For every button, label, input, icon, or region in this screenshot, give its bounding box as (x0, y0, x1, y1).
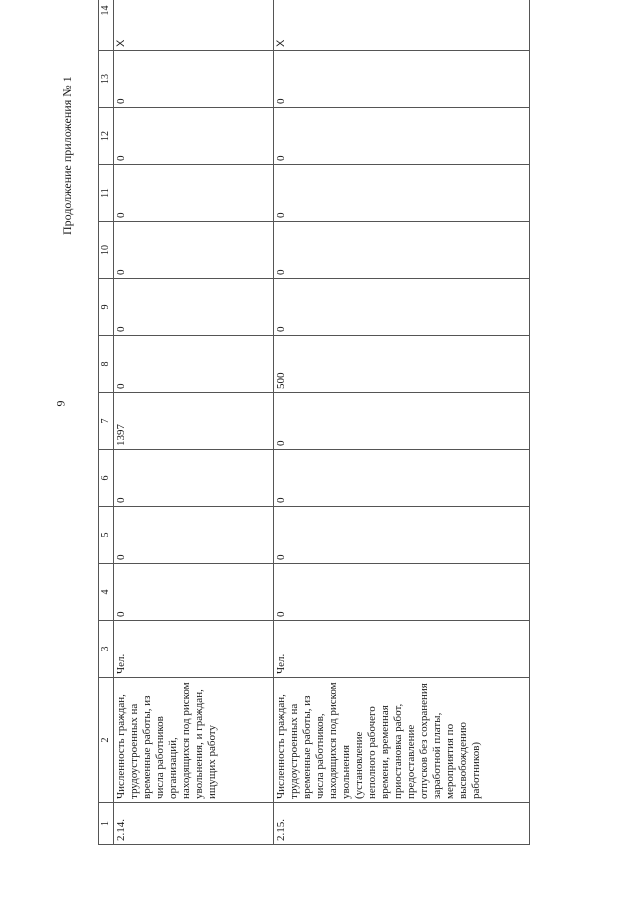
row-number: 2.15. (274, 803, 530, 845)
header-cell: 6 (99, 450, 114, 507)
value-cell: 0 (114, 279, 274, 336)
header-cell: 4 (99, 564, 114, 621)
value-cell: 0 (274, 450, 530, 507)
header-cell: 14 (99, 0, 114, 51)
header-cell: 7 (99, 393, 114, 450)
value-cell: 0 (274, 222, 530, 279)
value-cell: 0 (274, 564, 530, 621)
header-cell: 2 (99, 678, 114, 803)
value-cell: 0 (274, 51, 530, 108)
value-cell: X (114, 0, 274, 51)
value-cell: 0 (114, 222, 274, 279)
value-cell: 0 (274, 279, 530, 336)
header-cell: 11 (99, 165, 114, 222)
value-cell: 0 (114, 165, 274, 222)
header-cell: 10 (99, 222, 114, 279)
row-unit: Чел. (274, 621, 530, 678)
data-table (98, 0, 530, 845)
row-description: Численность граждан, трудоустроенных на временные работы, из числа работников организаций, находящихся под риском увольнения, и граждан, ищущих работу (114, 678, 274, 803)
value-cell: 0 (274, 165, 530, 222)
row-description: Численность граждан, трудоустроенных на временные работы, из числа работников, находящихся под риском увольнения (установление неполного рабочего времени, временная приостановка работ, предоставление отпусков без сохранения заработной платы, мероприятия по высвобождению работников) (274, 678, 530, 803)
header-cell: 8 (99, 336, 114, 393)
page-number: 9 (53, 400, 68, 407)
header-cell: 13 (99, 51, 114, 108)
value-cell: 0 (114, 450, 274, 507)
value-cell: 500 (274, 336, 530, 393)
value-cell: 0 (274, 507, 530, 564)
value-cell: 1397 (114, 393, 274, 450)
header-cell: 12 (99, 108, 114, 165)
table-rotated (98, 5, 530, 845)
value-cell: 0 (114, 336, 274, 393)
value-cell: X (274, 0, 530, 51)
header-cell: 5 (99, 507, 114, 564)
header-cell: 1 (99, 803, 114, 845)
value-cell: 0 (114, 564, 274, 621)
value-cell: 0 (274, 393, 530, 450)
appendix-caption: Продолжение приложения № 1 (60, 76, 74, 235)
row-unit: Чел. (114, 621, 274, 678)
table-row (114, 0, 274, 845)
header-cell: 9 (99, 279, 114, 336)
value-cell: 0 (114, 108, 274, 165)
value-cell: 0 (114, 51, 274, 108)
header-row (99, 0, 114, 845)
header-cell: 3 (99, 621, 114, 678)
value-cell: 0 (114, 507, 274, 564)
table-row (274, 0, 530, 845)
row-number: 2.14. (114, 803, 274, 845)
value-cell: 0 (274, 108, 530, 165)
